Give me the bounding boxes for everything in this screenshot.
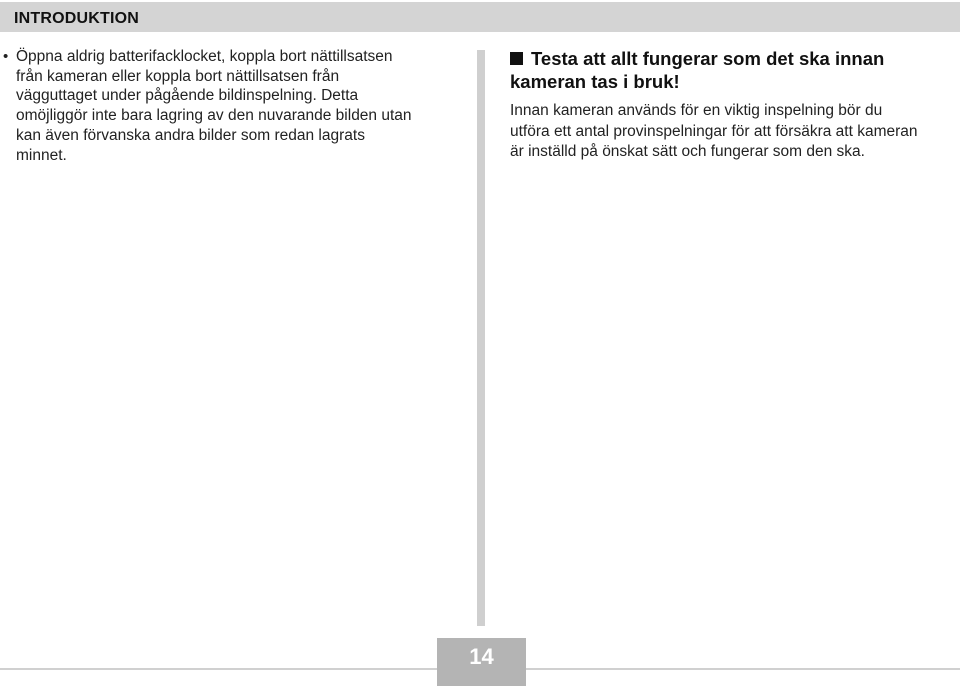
test-body-paragraph: [510, 101, 960, 163]
bullet-icon: •: [3, 48, 9, 65]
bullet-line: vägguttaget under pågående bildinspelning. Detta: [16, 87, 359, 105]
test-heading: [510, 47, 960, 93]
left-column: [0, 47, 460, 165]
section-header-bar: [0, 2, 960, 32]
bullet-line: kan även förvanska andra bilder som redan lagrats: [16, 126, 365, 144]
section-title: INTRODUKTION: [14, 10, 140, 27]
black-square-icon: [510, 52, 523, 65]
bullet-line: Öppna aldrig batterifacklocket, koppla bort nättillsatsen: [16, 48, 393, 65]
heading-line: kameran tas i bruk!: [510, 71, 680, 92]
right-column: [510, 47, 960, 163]
page-number: 14: [469, 644, 494, 669]
body-line: är inställd på önskat sätt och fungerar som den ska.: [510, 143, 865, 160]
bullet-line: omöjliggör inte bara lagring av den nuvarande bilden utan: [16, 107, 412, 125]
body-line: utföra ett antal provinspelningar för att försäkra att kameran: [510, 122, 918, 140]
bullet-line: minnet.: [16, 146, 67, 164]
column-divider: [477, 50, 485, 626]
body-line: Innan kameran används för en viktig inspelning bör du: [510, 102, 883, 119]
page-number-badge: [437, 638, 526, 686]
heading-line: Testa att allt fungerar som det ska innan: [531, 48, 885, 69]
bullet-line: från kameran eller koppla bort nättillsatsen från: [16, 67, 340, 85]
warning-bullet-item: [0, 47, 460, 165]
